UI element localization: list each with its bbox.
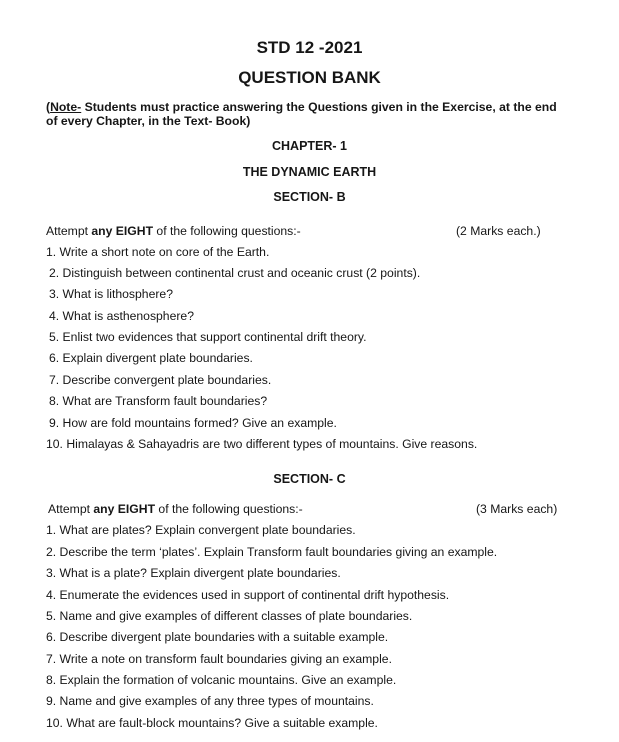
- question-item: 5. Name and give examples of different classes of plate boundaries.: [46, 609, 413, 623]
- question-item: 4. What is asthenosphere?: [49, 309, 194, 323]
- instruction-emphasis: any EIGHT: [93, 502, 156, 516]
- section-b-marks: (2 Marks each.): [456, 224, 541, 238]
- section-b-heading: SECTION- B: [273, 190, 346, 204]
- instruction-emphasis: any EIGHT: [91, 224, 154, 238]
- question-item: 6. Explain divergent plate boundaries.: [49, 351, 253, 365]
- section-c-instruction: [48, 502, 303, 516]
- chapter-number: CHAPTER- 1: [271, 139, 347, 153]
- instruction-text: of the following questions:-: [155, 502, 303, 516]
- question-item: 9. Name and give examples of any three types of mountains.: [46, 694, 374, 708]
- instruction-text: Attempt: [46, 224, 92, 238]
- section-b-instruction: [46, 224, 301, 238]
- question-item: 3. What is lithosphere?: [49, 287, 173, 301]
- note-text: Students must practice answering the Questions given in the Exercise, at the end: [81, 100, 557, 114]
- question-item: 8. Explain the formation of volcanic mountains. Give an example.: [46, 673, 397, 687]
- question-item: 7. Describe convergent plate boundaries.: [49, 373, 272, 387]
- doc-title: STD 12 -2021: [256, 38, 363, 57]
- question-item: 7. Write a note on transform fault boundaries giving an example.: [46, 652, 392, 666]
- question-item: 2. Distinguish between continental crust and oceanic crust (2 points).: [49, 266, 421, 280]
- note-line-1: [46, 100, 557, 115]
- instruction-text: Attempt: [48, 502, 94, 516]
- question-item: 2. Describe the term ‘plates’. Explain Transform fault boundaries giving an example.: [46, 545, 498, 559]
- section-c-heading: SECTION- C: [273, 472, 346, 486]
- question-item: 1. What are plates? Explain convergent plate boundaries.: [46, 523, 356, 537]
- question-item: 10. Himalayas & Sahayadris are two different types of mountains. Give reasons.: [46, 437, 478, 451]
- section-c-marks: (3 Marks each): [476, 502, 558, 516]
- note-line-2: of every Chapter, in the Text- Book): [46, 114, 251, 128]
- note-label: Note-: [50, 100, 82, 114]
- question-item: 8. What are Transform fault boundaries?: [49, 394, 268, 408]
- doc-subtitle: QUESTION BANK: [238, 68, 381, 87]
- question-item: 5. Enlist two evidences that support continental drift theory.: [49, 330, 367, 344]
- note-paren: (: [46, 100, 51, 114]
- question-item: 4. Enumerate the evidences used in support of continental drift hypothesis.: [46, 588, 450, 602]
- question-item: 6. Describe divergent plate boundaries with a suitable example.: [46, 630, 389, 644]
- question-item: 10. What are fault-block mountains? Give a suitable example.: [46, 716, 378, 730]
- instruction-text: of the following questions:-: [153, 224, 301, 238]
- chapter-name: THE DYNAMIC EARTH: [242, 165, 377, 179]
- question-item: 3. What is a plate? Explain divergent plate boundaries.: [46, 566, 341, 580]
- question-item: 9. How are fold mountains formed? Give an example.: [49, 416, 337, 430]
- question-item: 1. Write a short note on core of the Earth.: [46, 245, 270, 259]
